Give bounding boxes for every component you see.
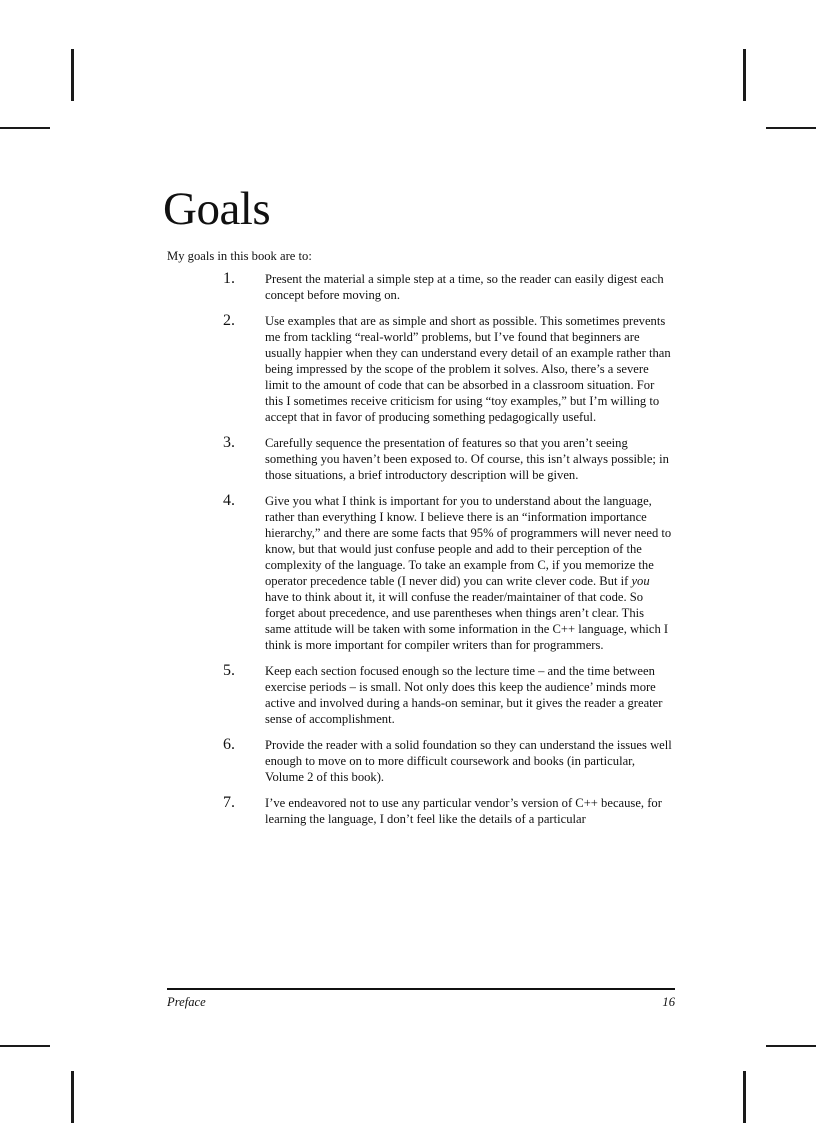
goal-number: 1. (223, 270, 235, 287)
goal-item-7 (223, 795, 673, 827)
goal-number: 2. (223, 312, 235, 329)
goal-text-part: Give you what I think is important for you to understand about the language, rather than everything I know. I believe there is an “information importance hierarchy,” and there are some facts that 95% of programmers will never need to know, but that would just confuse people and add to their perception of the complexity of the language. To take an example from C, if you memorize the operator precedence table (I never did) you can write clever code. But if (265, 494, 672, 588)
goal-item-3 (223, 435, 673, 483)
goal-item-5 (223, 663, 673, 727)
goal-item-2 (223, 313, 673, 425)
crop-mark-top-right-horizontal (766, 127, 816, 129)
crop-mark-top-left-vertical (71, 49, 74, 101)
footer-page-number: 16 (662, 995, 675, 1009)
goal-number: 5. (223, 662, 235, 679)
crop-mark-top-left-horizontal (0, 127, 50, 129)
goal-text: I’ve endeavored not to use any particular vendor’s version of C++ because, for learning the language, I don’t feel like the details of a particular (265, 796, 662, 826)
goal-text (265, 493, 673, 653)
footer-section-name: Preface (167, 995, 206, 1009)
crop-mark-bottom-right-vertical (743, 1071, 746, 1123)
intro-text: My goals in this book are to: (167, 249, 312, 263)
goal-text: Provide the reader with a solid foundation so they can understand the issues well enough to move on to more difficult coursework and books (in particular, Volume 2 of this book). (265, 738, 672, 784)
crop-mark-bottom-right-horizontal (766, 1045, 816, 1047)
goal-number: 6. (223, 736, 235, 753)
goal-text-part: have to think about it, it will confuse the reader/maintainer of that code. So forget about precedence, and use parentheses when things aren’t clear. This same attitude will be taken with some information in the C++ language, which I think is more important for compiler writers than for programmers. (265, 590, 669, 652)
goal-item-1 (223, 271, 673, 303)
goal-text: Use examples that are as simple and short as possible. This sometimes prevents me from tackling “real-world” problems, but I’ve found that beginners are usually happier when they can understand every detail of an example rather than being impressed by the scope of the problem it solves. Also, there’s a severe limit to the amount of code that can be absorbed in a classroom situation. For this I sometimes receive criticism for using “toy examples,” but I’m willing to accept that in favor of producing something pedagogically useful. (265, 314, 671, 424)
goal-item-6 (223, 737, 673, 785)
goal-text: Present the material a simple step at a time, so the reader can easily digest each concept before moving on. (265, 272, 664, 302)
goals-list (223, 271, 673, 837)
crop-mark-top-right-vertical (743, 49, 746, 101)
page-title: Goals (163, 183, 271, 235)
footer-divider (167, 988, 675, 990)
goal-number: 7. (223, 794, 235, 811)
goal-item-4 (223, 493, 673, 653)
goal-text: Carefully sequence the presentation of features so that you aren’t seeing something you haven’t been exposed to. Of course, this isn’t always possible; in those situations, a brief introductory description will be given. (265, 436, 669, 482)
crop-mark-bottom-left-vertical (71, 1071, 74, 1123)
goal-number: 4. (223, 492, 235, 509)
crop-mark-bottom-left-horizontal (0, 1045, 50, 1047)
goal-text-emphasis: you (631, 574, 650, 588)
goal-text: Keep each section focused enough so the lecture time – and the time between exercise periods – is small. Not only does this keep the audience’ minds more active and involved during a hands-on seminar, but it gives the reader a greater sense of accomplishment. (265, 664, 663, 726)
goal-number: 3. (223, 434, 235, 451)
